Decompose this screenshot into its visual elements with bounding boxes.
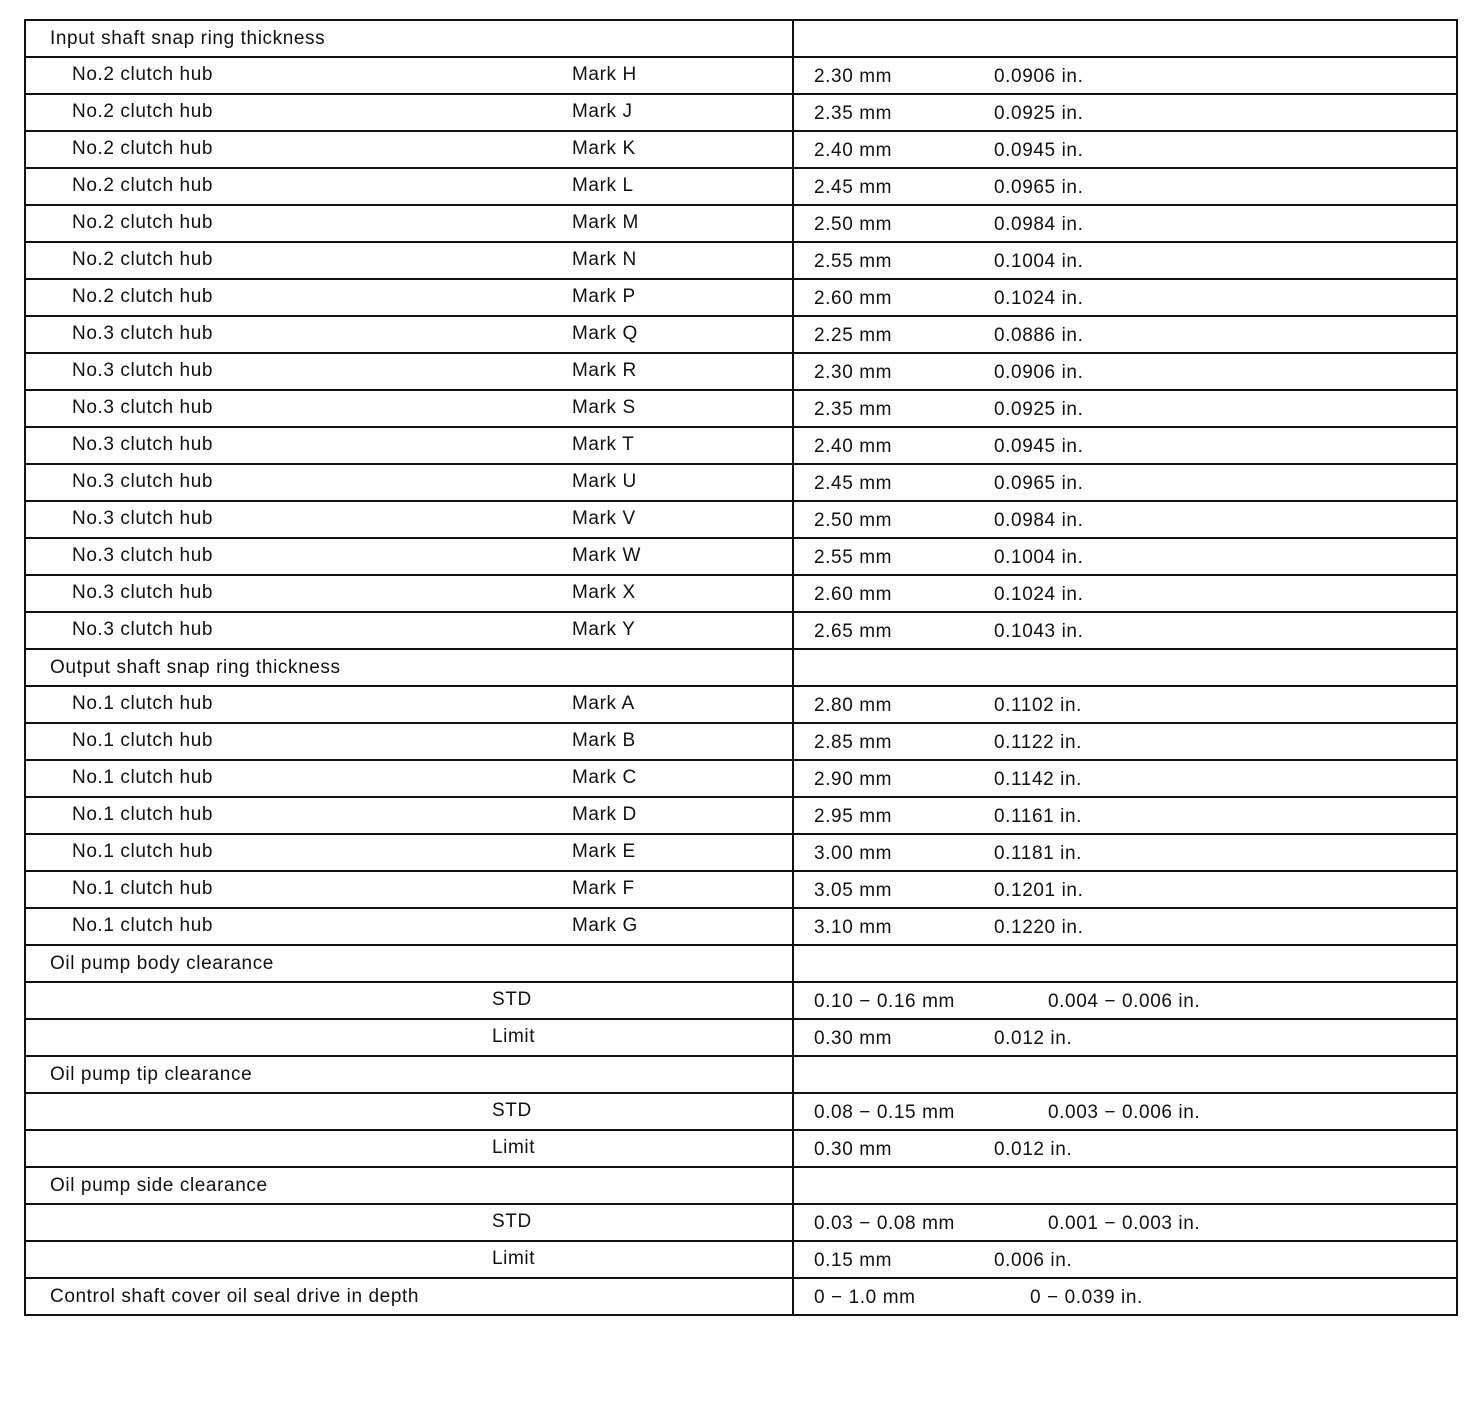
spec-table-body bbox=[25, 20, 1457, 1315]
value-cell bbox=[793, 501, 1457, 538]
value-mm: 2.90 mm bbox=[814, 768, 893, 790]
value-inch: 0.0945 in. bbox=[994, 139, 1084, 161]
table-row bbox=[25, 723, 1457, 760]
table-row bbox=[25, 427, 1457, 464]
value-inch: 0.0925 in. bbox=[994, 102, 1084, 124]
value-cell bbox=[793, 760, 1457, 797]
table-row bbox=[25, 871, 1457, 908]
part-name: No.3 clutch hub bbox=[72, 544, 214, 566]
value-inch: 0.0984 in. bbox=[994, 213, 1084, 235]
mark-label: Mark B bbox=[572, 729, 636, 751]
table-row bbox=[25, 279, 1457, 316]
section-title: Output shaft snap ring thickness bbox=[25, 649, 793, 686]
section-title: Input shaft snap ring thickness bbox=[25, 20, 793, 57]
table-row bbox=[25, 464, 1457, 501]
spec-table bbox=[24, 19, 1458, 1316]
table-row bbox=[25, 168, 1457, 205]
value-cell bbox=[793, 1278, 1457, 1315]
value-cell bbox=[793, 131, 1457, 168]
value-inch: 0.0886 in. bbox=[994, 324, 1084, 346]
std-label-cell bbox=[25, 1204, 793, 1241]
section-title: Oil pump body clearance bbox=[25, 945, 793, 982]
limit-row bbox=[25, 1130, 1457, 1167]
part-name: No.3 clutch hub bbox=[72, 396, 214, 418]
value-cell bbox=[793, 834, 1457, 871]
value-mm: 2.95 mm bbox=[814, 805, 893, 827]
part-name: No.2 clutch hub bbox=[72, 63, 214, 85]
part-name: No.3 clutch hub bbox=[72, 359, 214, 381]
std-label-cell bbox=[25, 1093, 793, 1130]
std-label: STD bbox=[492, 1099, 532, 1121]
mark-label: Mark D bbox=[572, 803, 637, 825]
limit-label: Limit bbox=[492, 1025, 536, 1047]
value-mm: 2.55 mm bbox=[814, 250, 893, 272]
part-name: No.1 clutch hub bbox=[72, 914, 214, 936]
part-cell bbox=[25, 760, 793, 797]
value-inch: 0.1043 in. bbox=[994, 620, 1084, 642]
value-cell bbox=[793, 723, 1457, 760]
value-cell bbox=[793, 242, 1457, 279]
limit-row bbox=[25, 1241, 1457, 1278]
value-inch: 0.001 − 0.003 in. bbox=[1048, 1212, 1201, 1234]
value-inch: 0.0965 in. bbox=[994, 176, 1084, 198]
value-inch: 0.012 in. bbox=[994, 1138, 1073, 1160]
section-value-cell bbox=[793, 945, 1457, 982]
value-inch: 0.1201 in. bbox=[994, 879, 1084, 901]
value-cell bbox=[793, 316, 1457, 353]
value-cell bbox=[793, 797, 1457, 834]
part-name: No.2 clutch hub bbox=[72, 137, 214, 159]
part-cell bbox=[25, 316, 793, 353]
section-value-cell bbox=[793, 649, 1457, 686]
mark-label: Mark L bbox=[572, 174, 634, 196]
value-mm: 2.80 mm bbox=[814, 694, 893, 716]
part-cell bbox=[25, 908, 793, 945]
value-mm: 2.65 mm bbox=[814, 620, 893, 642]
value-cell bbox=[793, 982, 1457, 1019]
value-cell bbox=[793, 390, 1457, 427]
value-cell bbox=[793, 1019, 1457, 1056]
part-cell bbox=[25, 390, 793, 427]
part-cell bbox=[25, 94, 793, 131]
mark-label: Mark Y bbox=[572, 618, 636, 640]
value-cell bbox=[793, 94, 1457, 131]
value-mm: 2.55 mm bbox=[814, 546, 893, 568]
part-name: No.1 clutch hub bbox=[72, 729, 214, 751]
table-row bbox=[25, 575, 1457, 612]
part-name: No.1 clutch hub bbox=[72, 803, 214, 825]
value-cell bbox=[793, 538, 1457, 575]
section-header-row bbox=[25, 649, 1457, 686]
value-mm: 2.35 mm bbox=[814, 398, 893, 420]
section-header-row bbox=[25, 945, 1457, 982]
value-mm: 0 − 1.0 mm bbox=[814, 1286, 916, 1308]
value-cell bbox=[793, 279, 1457, 316]
value-mm: 2.40 mm bbox=[814, 139, 893, 161]
mark-label: Mark W bbox=[572, 544, 642, 566]
value-mm: 3.05 mm bbox=[814, 879, 893, 901]
value-cell bbox=[793, 205, 1457, 242]
section-row bbox=[25, 1278, 1457, 1315]
value-mm: 0.03 − 0.08 mm bbox=[814, 1212, 955, 1234]
value-mm: 2.30 mm bbox=[814, 361, 893, 383]
value-inch: 0.1181 in. bbox=[994, 842, 1083, 864]
limit-label-cell bbox=[25, 1241, 793, 1278]
value-cell bbox=[793, 1241, 1457, 1278]
value-inch: 0.006 in. bbox=[994, 1249, 1073, 1271]
value-inch: 0.0906 in. bbox=[994, 361, 1084, 383]
part-name: No.3 clutch hub bbox=[72, 507, 214, 529]
value-cell bbox=[793, 686, 1457, 723]
value-cell bbox=[793, 908, 1457, 945]
table-row bbox=[25, 834, 1457, 871]
mark-label: Mark C bbox=[572, 766, 637, 788]
limit-label-cell bbox=[25, 1130, 793, 1167]
section-header-row bbox=[25, 1056, 1457, 1093]
mark-label: Mark R bbox=[572, 359, 637, 381]
value-cell bbox=[793, 427, 1457, 464]
std-row bbox=[25, 1204, 1457, 1241]
mark-label: Mark A bbox=[572, 692, 635, 714]
part-name: No.3 clutch hub bbox=[72, 618, 214, 640]
value-inch: 0.1102 in. bbox=[994, 694, 1083, 716]
value-inch: 0 − 0.039 in. bbox=[1030, 1286, 1143, 1308]
mark-label: Mark U bbox=[572, 470, 637, 492]
table-row bbox=[25, 501, 1457, 538]
part-cell bbox=[25, 279, 793, 316]
part-name: No.3 clutch hub bbox=[72, 470, 214, 492]
mark-label: Mark H bbox=[572, 63, 637, 85]
table-row bbox=[25, 612, 1457, 649]
part-name: No.2 clutch hub bbox=[72, 174, 214, 196]
section-title: Control shaft cover oil seal drive in depth bbox=[25, 1278, 793, 1315]
value-inch: 0.1220 in. bbox=[994, 916, 1084, 938]
part-cell bbox=[25, 834, 793, 871]
mark-label: Mark M bbox=[572, 211, 639, 233]
value-mm: 2.25 mm bbox=[814, 324, 893, 346]
mark-label: Mark T bbox=[572, 433, 635, 455]
value-cell bbox=[793, 612, 1457, 649]
value-mm: 2.40 mm bbox=[814, 435, 893, 457]
value-inch: 0.0984 in. bbox=[994, 509, 1084, 531]
section-value-cell bbox=[793, 1056, 1457, 1093]
value-mm: 2.30 mm bbox=[814, 65, 893, 87]
part-cell bbox=[25, 205, 793, 242]
section-header-row bbox=[25, 20, 1457, 57]
value-mm: 0.08 − 0.15 mm bbox=[814, 1101, 955, 1123]
part-name: No.2 clutch hub bbox=[72, 248, 214, 270]
value-cell bbox=[793, 1204, 1457, 1241]
value-mm: 2.85 mm bbox=[814, 731, 893, 753]
mark-label: Mark N bbox=[572, 248, 637, 270]
limit-label-cell bbox=[25, 1019, 793, 1056]
limit-row bbox=[25, 1019, 1457, 1056]
section-value-cell bbox=[793, 1167, 1457, 1204]
table-row bbox=[25, 94, 1457, 131]
table-row bbox=[25, 760, 1457, 797]
value-cell bbox=[793, 353, 1457, 390]
part-name: No.2 clutch hub bbox=[72, 285, 214, 307]
std-label: STD bbox=[492, 1210, 532, 1232]
value-inch: 0.0925 in. bbox=[994, 398, 1084, 420]
part-name: No.1 clutch hub bbox=[72, 840, 214, 862]
value-inch: 0.1024 in. bbox=[994, 583, 1084, 605]
value-inch: 0.1004 in. bbox=[994, 250, 1084, 272]
table-row bbox=[25, 538, 1457, 575]
value-mm: 2.45 mm bbox=[814, 176, 893, 198]
value-mm: 3.10 mm bbox=[814, 916, 893, 938]
table-row bbox=[25, 57, 1457, 94]
table-row bbox=[25, 242, 1457, 279]
part-cell bbox=[25, 797, 793, 834]
section-header-row bbox=[25, 1167, 1457, 1204]
value-inch: 0.1004 in. bbox=[994, 546, 1084, 568]
table-row bbox=[25, 131, 1457, 168]
value-inch: 0.1142 in. bbox=[994, 768, 1083, 790]
value-cell bbox=[793, 871, 1457, 908]
part-cell bbox=[25, 57, 793, 94]
value-inch: 0.0906 in. bbox=[994, 65, 1084, 87]
part-name: No.2 clutch hub bbox=[72, 211, 214, 233]
part-name: No.1 clutch hub bbox=[72, 766, 214, 788]
value-mm: 2.45 mm bbox=[814, 472, 893, 494]
table-row bbox=[25, 390, 1457, 427]
mark-label: Mark K bbox=[572, 137, 636, 159]
part-name: No.1 clutch hub bbox=[72, 877, 214, 899]
part-name: No.2 clutch hub bbox=[72, 100, 214, 122]
value-cell bbox=[793, 168, 1457, 205]
value-mm: 2.50 mm bbox=[814, 509, 893, 531]
section-value-cell bbox=[793, 20, 1457, 57]
value-cell bbox=[793, 575, 1457, 612]
mark-label: Mark S bbox=[572, 396, 636, 418]
value-inch: 0.1161 in. bbox=[994, 805, 1083, 827]
value-mm: 3.00 mm bbox=[814, 842, 893, 864]
part-cell bbox=[25, 242, 793, 279]
value-inch: 0.1122 in. bbox=[994, 731, 1083, 753]
mark-label: Mark X bbox=[572, 581, 636, 603]
value-mm: 2.60 mm bbox=[814, 583, 893, 605]
value-mm: 0.30 mm bbox=[814, 1027, 893, 1049]
part-cell bbox=[25, 427, 793, 464]
value-cell bbox=[793, 1093, 1457, 1130]
section-title: Oil pump side clearance bbox=[25, 1167, 793, 1204]
part-cell bbox=[25, 168, 793, 205]
std-row bbox=[25, 1093, 1457, 1130]
mark-label: Mark P bbox=[572, 285, 636, 307]
value-inch: 0.0945 in. bbox=[994, 435, 1084, 457]
limit-label: Limit bbox=[492, 1136, 536, 1158]
table-row bbox=[25, 908, 1457, 945]
std-label-cell bbox=[25, 982, 793, 1019]
section-title: Oil pump tip clearance bbox=[25, 1056, 793, 1093]
limit-label: Limit bbox=[492, 1247, 536, 1269]
value-inch: 0.1024 in. bbox=[994, 287, 1084, 309]
std-row bbox=[25, 982, 1457, 1019]
value-mm: 0.10 − 0.16 mm bbox=[814, 990, 955, 1012]
value-cell bbox=[793, 1130, 1457, 1167]
part-cell bbox=[25, 575, 793, 612]
value-inch: 0.004 − 0.006 in. bbox=[1048, 990, 1201, 1012]
part-cell bbox=[25, 501, 793, 538]
part-cell bbox=[25, 686, 793, 723]
table-row bbox=[25, 686, 1457, 723]
mark-label: Mark F bbox=[572, 877, 635, 899]
mark-label: Mark G bbox=[572, 914, 638, 936]
part-name: No.3 clutch hub bbox=[72, 322, 214, 344]
table-row bbox=[25, 205, 1457, 242]
table-row bbox=[25, 353, 1457, 390]
value-inch: 0.0965 in. bbox=[994, 472, 1084, 494]
part-name: No.1 clutch hub bbox=[72, 692, 214, 714]
std-label: STD bbox=[492, 988, 532, 1010]
part-cell bbox=[25, 871, 793, 908]
value-mm: 2.35 mm bbox=[814, 102, 893, 124]
mark-label: Mark J bbox=[572, 100, 633, 122]
table-row bbox=[25, 316, 1457, 353]
part-name: No.3 clutch hub bbox=[72, 433, 214, 455]
part-cell bbox=[25, 353, 793, 390]
part-cell bbox=[25, 538, 793, 575]
part-cell bbox=[25, 464, 793, 501]
value-inch: 0.003 − 0.006 in. bbox=[1048, 1101, 1201, 1123]
part-cell bbox=[25, 131, 793, 168]
part-name: No.3 clutch hub bbox=[72, 581, 214, 603]
mark-label: Mark E bbox=[572, 840, 636, 862]
value-mm: 2.60 mm bbox=[814, 287, 893, 309]
part-cell bbox=[25, 612, 793, 649]
table-row bbox=[25, 797, 1457, 834]
mark-label: Mark V bbox=[572, 507, 636, 529]
part-cell bbox=[25, 723, 793, 760]
value-cell bbox=[793, 57, 1457, 94]
value-mm: 2.50 mm bbox=[814, 213, 893, 235]
value-mm: 0.15 mm bbox=[814, 1249, 893, 1271]
value-inch: 0.012 in. bbox=[994, 1027, 1073, 1049]
value-cell bbox=[793, 464, 1457, 501]
value-mm: 0.30 mm bbox=[814, 1138, 893, 1160]
mark-label: Mark Q bbox=[572, 322, 638, 344]
